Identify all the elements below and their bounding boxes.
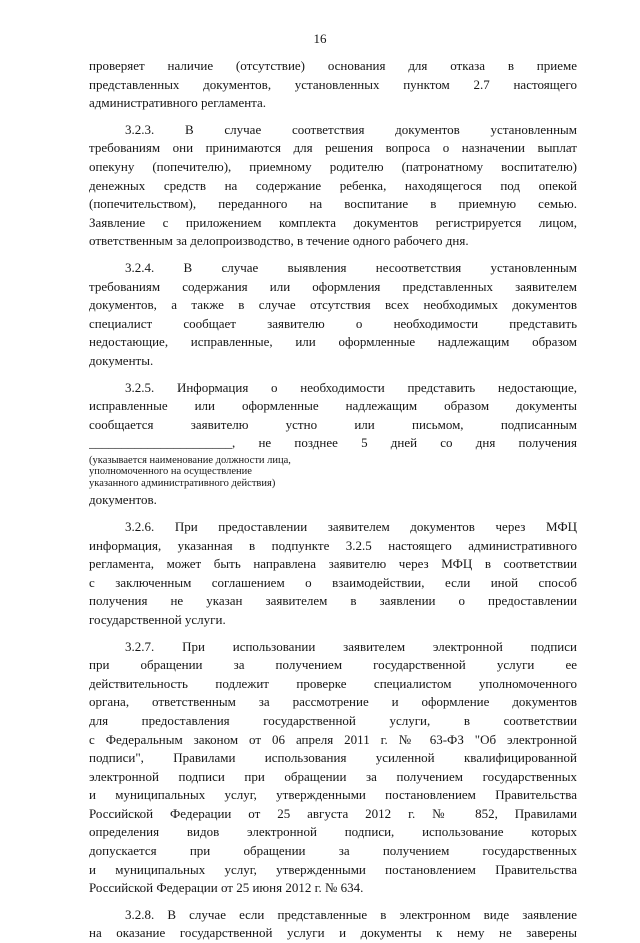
text-line: получения не указан заявителем в заявлении о предоставлении [89,593,577,609]
text-line: определения видов электронной подписи, использование которых [89,824,577,840]
text-line: при обращении за получением государственной услуги ее [89,657,577,673]
text-line: ответственным за делопроизводство, в течение одного рабочего дня. [89,233,469,249]
text-line: сообщается заявителю устно или письмом, подписанным [89,416,577,432]
text-line: 3.2.7. При использовании заявителем электронной подписи [125,638,577,654]
paragraph-3-2-6 [89,518,577,630]
text-line: требованиям содержания или оформления представленных заявителем [89,278,577,294]
text-line: исправленные или оформленные надлежащим образом документы [89,398,577,414]
text-line: документов, а также в случае отсутствия всех необходимых документов [89,297,577,313]
text-line: опекуну (попечителю), приемному родителю (патронатному воспитателю) [89,158,577,174]
text-line: регламента, может быть направлена заявителю через МФЦ в соответствии [89,556,577,572]
text-line: административного регламента. [89,95,267,111]
paragraph-3-2-8 [89,906,577,943]
text-line: Заявление с приложением комплекта документов регистрируется лицом, [89,214,577,230]
paragraph-intro [89,57,577,113]
text-line: денежных средств на содержание ребенка, находящегося под опекой [89,177,577,193]
paragraph-3-2-3 [89,121,577,251]
text-line: ______________________, не позднее 5 дней со дня получения [89,435,577,451]
text-line: на оказание государственной услуги и документы к нему не заверены [89,925,577,941]
footnote-line: уполномоченного на осуществление [89,466,252,478]
paragraph-3-2-4 [89,259,577,371]
text-line: представленных документов, установленных пунктом 2.7 настоящего [89,76,577,92]
text-line: недостающие, исправленные, или оформленные надлежащим образом [89,334,577,350]
text-line: электронной подписи при обращении за получением государственных [89,768,577,784]
text-line: требованиям они принимаются для решения вопроса о назначении выплат [89,140,577,156]
text-line: и муниципальных услуг, утвержденными постановлением Правительства [89,861,577,877]
text-line: и муниципальных услуг, утвержденными постановлением Правительства [89,787,577,803]
text-line: 3.2.5. Информация о необходимости представить недостающие, [125,379,577,395]
text-line: 3.2.3. В случае соответствия документов установленным [125,121,577,137]
text-line: для предоставления государственной услуги, в соответствии [89,712,577,728]
text-line: документов. [89,492,157,508]
text-line: органа, ответственным за рассмотрение и оформление документов [89,694,577,710]
paragraph-3-2-7 [89,638,577,898]
text-line: 3.2.8. В случае если представленные в электронном виде заявление [125,906,577,922]
text-line: допускается при обращении за получением государственных [89,843,577,859]
text-line: с Федеральным законом от 06 апреля 2011 г. № 63-ФЗ "Об электронной [89,731,577,747]
text-line: (попечительством), переданного на воспитание в приемную семью. [89,196,577,212]
text-line: Российской Федерации от 25 августа 2012 г. № 852, Правилами [89,805,577,821]
text-line: 3.2.4. В случае выявления несоответствия установленным [125,259,577,275]
text-line: государственной услуги. [89,611,226,627]
page-number: 16 [313,31,327,46]
text-line: 3.2.6. При предоставлении заявителем документов через МФЦ [125,518,577,534]
text-line: действительность подлежит проверке специалистом уполномоченного [89,675,577,691]
text-line: Российской Федерации от 25 июня 2012 г. № 634. [89,880,364,896]
text-line: информация, указанная в подпункте 3.2.5 настоящего административного [89,537,577,553]
footnote-line: (указывается наименование должности лица, [89,454,291,466]
footnote-line: указанного административного действия) [89,477,276,489]
text-line: подписи", Правилами использования усиленной квалифицированной [89,750,577,766]
document-body [89,57,577,943]
text-line: специалист сообщает заявителю о необходимости представить [89,315,577,331]
paragraph-3-2-5 [89,379,577,510]
text-line: документы. [89,352,154,368]
text-line: проверяет наличие (отсутствие) основания для отказа в приеме [89,58,577,73]
text-line: с заключенным соглашением о взаимодействии, если иной способ [89,574,577,590]
